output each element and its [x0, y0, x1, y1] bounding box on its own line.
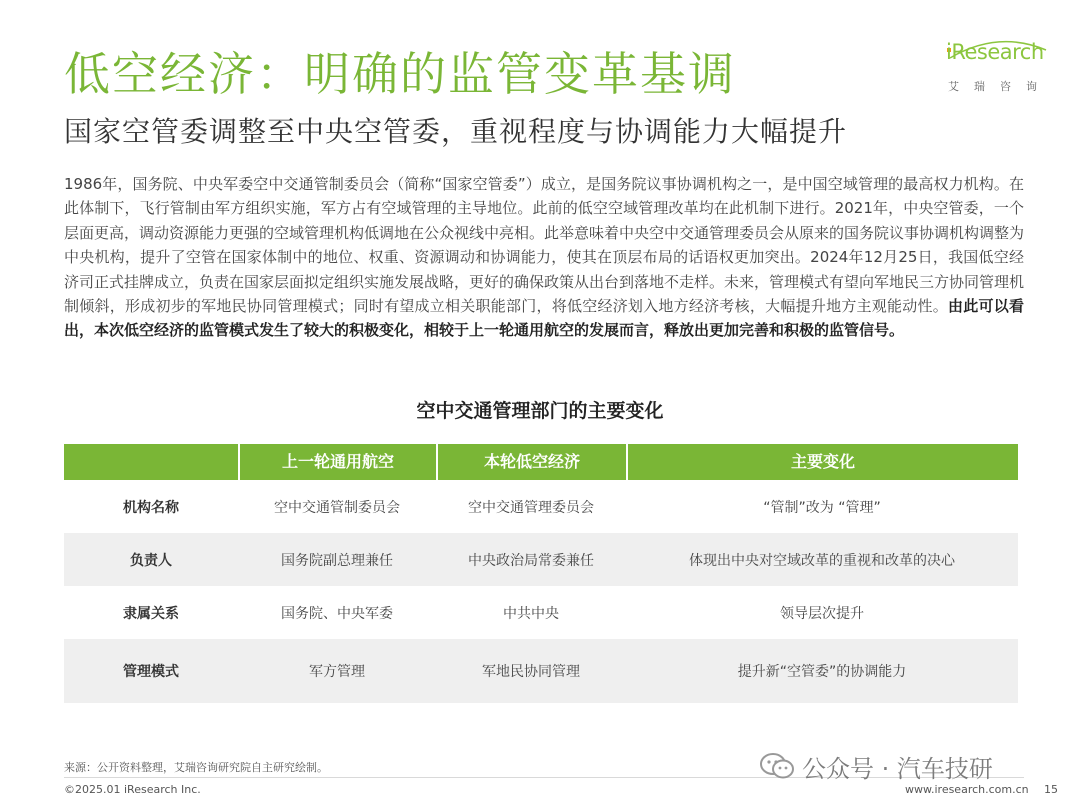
- table-cell: 中共中央: [503, 605, 559, 622]
- iresearch-logo: [946, 40, 1050, 92]
- header-cell-empty: [64, 444, 238, 480]
- table-cell: 国务院副总理兼任: [281, 552, 393, 569]
- copyright: ©2025.01 iResearch Inc.: [64, 783, 201, 796]
- table-cell: 体现出中央对空域改革的重视和改革的决心: [689, 552, 955, 569]
- row-label: 负责人: [130, 552, 172, 569]
- row-label: 管理模式: [123, 664, 179, 680]
- website-link[interactable]: www.iresearch.com.cn: [905, 783, 1029, 796]
- table-row: [64, 533, 1018, 586]
- comparison-table: [64, 444, 1018, 703]
- table-row: [64, 586, 1018, 639]
- paragraph-text: 1986年，国务院、中央军委空中交通管制委员会（简称“国家空管委”）成立，是国务院议事协调机构之一，是中国空域管理的最高权力机构。在此体制下，飞行管制由军方组织实施，军方占有空域管理的主导地位。此前的低空空域管理改革均在此机制下进行。2021年，中央空管委，一个层面更高，调动资源能力更强的空域管理机构低调地在公众视线中亮相。此举意味着中央空中交通管理委员会从原来的国务院议事协调机构调整为中央机构，提升了空管在国家体制中的地位、权重、资源调动和协调能力，使其在顶层布局的话语权更加突出。2024年12月25日，我国低空经济司正式挂牌成立，负责在国家层面拟定组织实施发展战略，更好的确保政策从出台到落地不走样。未来，管理模式有望向军地民三方协同管理机制倾斜，形成初步的军地民协同管理模式；同时有望成立相关职能部门，将低空经济划入地方经济考核，大幅提升地方主观能动性。: [64, 175, 1025, 316]
- table-cell: 空中交通管制委员会: [274, 499, 400, 516]
- table-cell: 中央政治局常委兼任: [468, 552, 594, 569]
- table-cell: 军方管理: [309, 664, 365, 680]
- wechat-icon: [760, 752, 794, 780]
- body-paragraph: [64, 172, 1024, 343]
- paragraph-emphasis: 由此可以看出，本次低空经济的监管模式发生了较大的积极变化，相较于上一轮通用航空的发展而言，释放出更加完善和积极的监管信号。: [64, 297, 1024, 340]
- table-row: [64, 480, 1018, 533]
- table-header-row: [64, 444, 1018, 480]
- table-cell: 国务院、中央军委: [281, 605, 393, 622]
- table-cell: “管制”改为 “管理”: [763, 499, 881, 516]
- logo-subtitle: 艾瑞咨询: [948, 80, 1052, 93]
- table-cell: 领导层次提升: [780, 605, 864, 622]
- header-cell-current: 本轮低空经济: [436, 444, 626, 480]
- row-label: 隶属关系: [123, 605, 179, 622]
- page-title: 低空经济：明确的监管变革基调: [64, 47, 736, 101]
- table-cell: 空中交通管理委员会: [468, 499, 594, 516]
- header-cell-change: 主要变化: [626, 444, 1018, 480]
- table-row: [64, 639, 1018, 703]
- table-cell: 提升新“空管委”的协调能力: [737, 664, 907, 680]
- header-cell-previous: 上一轮通用航空: [238, 444, 436, 480]
- table-cell: 军地民协同管理: [482, 664, 580, 680]
- page-subtitle: 国家空管委调整至中央空管委，重视程度与协调能力大幅提升: [64, 115, 848, 148]
- row-label: 机构名称: [123, 499, 179, 516]
- source-note: 来源：公开资料整理，艾瑞咨询研究院自主研究绘制。: [64, 761, 328, 774]
- page-number: 15: [1044, 783, 1058, 796]
- logo-wordmark: iResearch: [946, 40, 1044, 64]
- watermark-text: 公众号 · 汽车技研: [802, 754, 993, 783]
- watermark: [760, 748, 993, 784]
- table-title: 空中交通管理部门的主要变化: [416, 400, 664, 422]
